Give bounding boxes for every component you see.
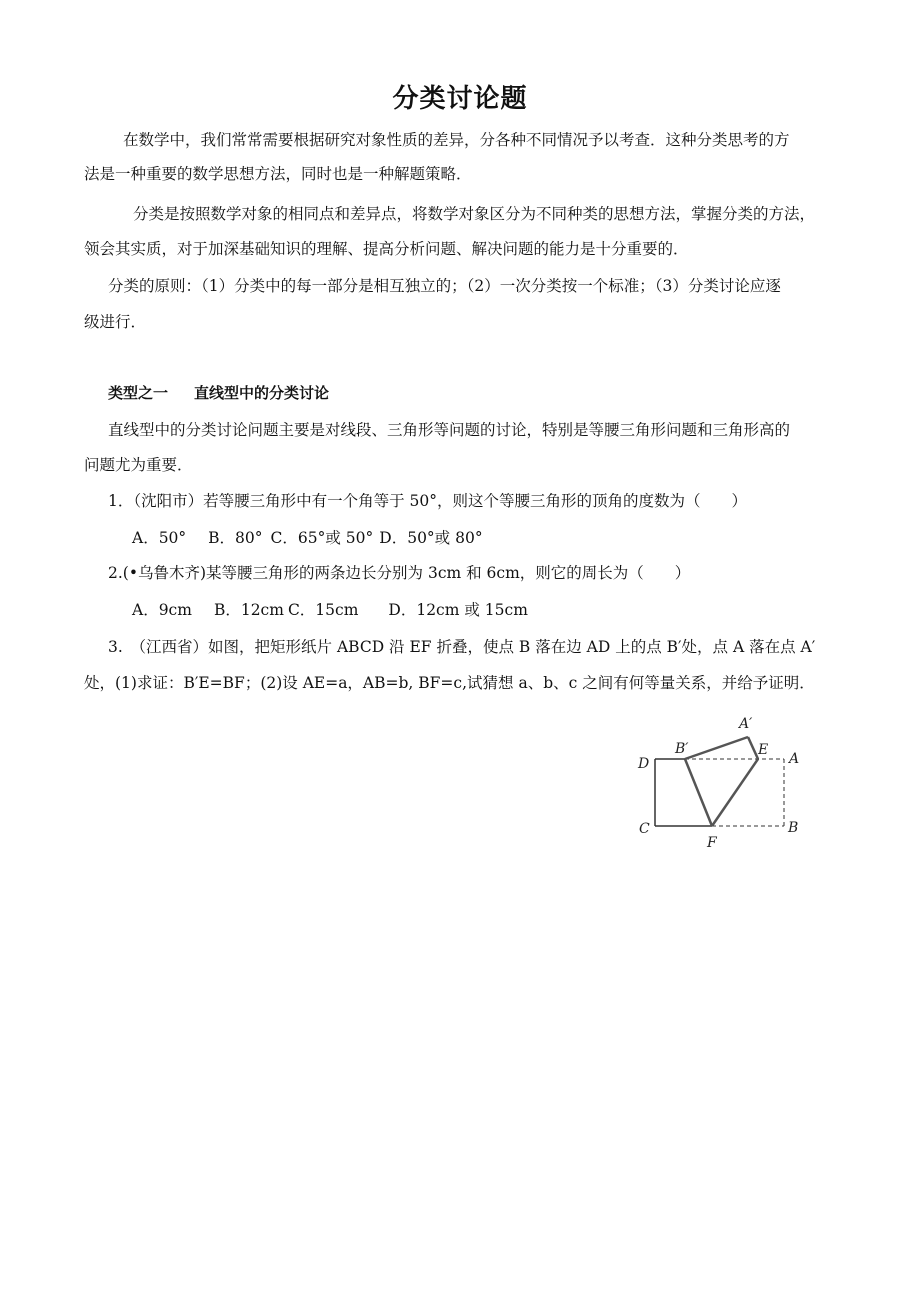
label-b-prime: B′ (675, 741, 689, 757)
q1-option-a: A．50° (132, 529, 187, 547)
page-title: 分类讨论题 (392, 84, 528, 114)
label-a: A (789, 751, 800, 767)
intro-p3-line1: 分类的原则：（1）分类中的每一部分是相互独立的；（2）一次分类按一个标准；（3）分类讨论应逐 (108, 277, 781, 295)
question-1-options (132, 528, 483, 548)
q2-option-c: C．15cm (287, 601, 359, 619)
section-label: 类型之一 (108, 384, 169, 402)
q1-option-b: B．80° (208, 529, 263, 547)
fold-edge-b-prime-f (685, 759, 712, 826)
intro-p2-line2: 领会其实质，对于加深基础知识的理解、提高分析问题、解决问题的能力是十分重要的． (84, 240, 689, 258)
intro-p1-line1: 在数学中，我们常常需要根据研究对象性质的差异，分各种不同情况予以考查．这种分类思考的方 (123, 131, 790, 149)
intro-p3-line2: 级进行． (84, 313, 147, 331)
label-e: E (758, 742, 769, 758)
question-1-stem: 1．（沈阳市）若等腰三角形中有一个角等于 50°，则这个等腰三角形的顶角的度数为（ ） (108, 492, 748, 510)
question-3-line2: 处，(1)求证：B′E=BF；(2)设 AE=a，AB=b, BF=c,试猜想 a、b、c 之间有何等量关系，并给予证明． (84, 674, 815, 692)
q1-option-d: D．50°或 80° (379, 529, 483, 547)
label-b: B (788, 820, 799, 836)
intro-p1-line2: 法是一种重要的数学思想方法，同时也是一种解题策略． (84, 165, 472, 183)
section-heading (108, 383, 329, 403)
fold-line-ef (712, 759, 758, 826)
section-title: 直线型中的分类讨论 (194, 384, 330, 402)
q2-option-a: A．9cm (132, 601, 192, 619)
section-desc-line2: 问题尤为重要． (84, 456, 193, 474)
label-c: C (639, 821, 650, 837)
q2-option-b: B．12cm (213, 601, 284, 619)
folded-rectangle-figure (628, 710, 818, 855)
question-3-line1: 3. （江西省）如图，把矩形纸片 ABCD 沿 EF 折叠，使点 B 落在边 AD 上的点 B′处，点 A 落在点 A′ (108, 638, 816, 656)
fold-edge-a-prime-e (748, 737, 758, 759)
question-2-options (132, 600, 528, 620)
fold-edge-b-prime-a-prime (685, 737, 748, 759)
label-f: F (707, 835, 717, 851)
q1-option-c: C．65°或 50° (270, 529, 374, 547)
section-desc-line1: 直线型中的分类讨论问题主要是对线段、三角形等问题的讨论，特别是等腰三角形问题和三角形高的 (108, 421, 791, 439)
label-d: D (638, 756, 650, 772)
q2-option-d: D．12cm 或 15cm (388, 601, 528, 619)
label-a-prime: A′ (739, 716, 753, 732)
question-2-stem: 2.(•乌鲁木齐)某等腰三角形的两条边长分别为 3cm 和 6cm，则它的周长为（ ） (108, 564, 691, 582)
intro-p2-line1: 分类是按照数学对象的相同点和差异点，将数学对象区分为不同种类的思想方法，掌握分类的方法， (133, 205, 816, 223)
